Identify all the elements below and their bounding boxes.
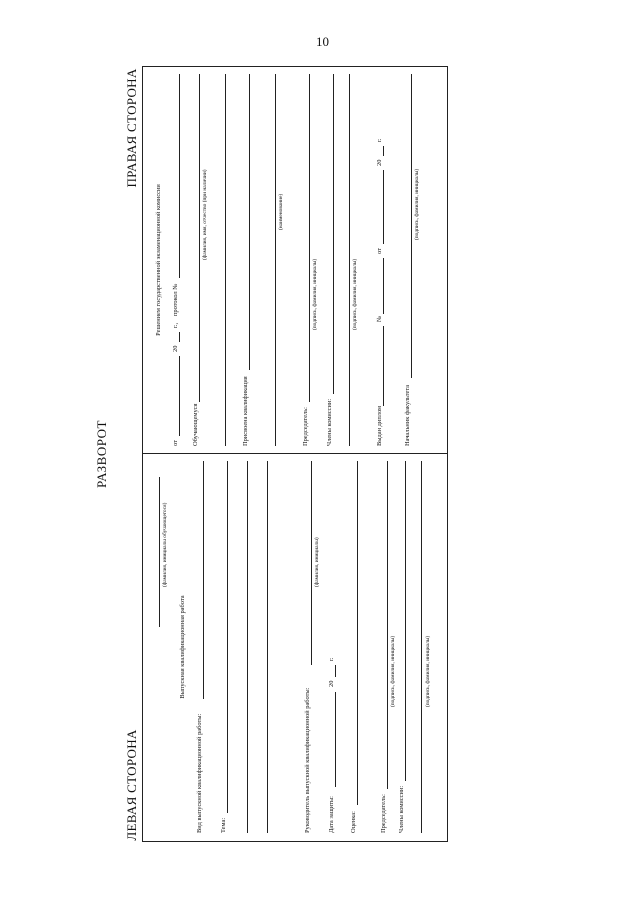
left-work-type-label: Вид выпускной квалификационной работы: bbox=[195, 713, 203, 833]
right-members-field[interactable] bbox=[333, 74, 334, 394]
left-supervisor-field[interactable] bbox=[311, 461, 312, 665]
left-chairman-label: Председатель: bbox=[379, 794, 387, 833]
left-student-hint: (фамилия, инициалы обучающегося) bbox=[162, 502, 168, 587]
left-defense-date-field[interactable] bbox=[335, 692, 336, 787]
right-diploma-label: Выдан диплом bbox=[375, 405, 383, 446]
left-topic-field-3[interactable] bbox=[267, 461, 268, 833]
right-dean-row bbox=[402, 70, 412, 450]
left-topic-row bbox=[218, 457, 228, 837]
left-grade-field[interactable] bbox=[357, 461, 358, 805]
left-work-type-row bbox=[194, 457, 204, 837]
left-supervisor-hint: (фамилия, инициалы) bbox=[314, 537, 320, 587]
left-members-row bbox=[396, 457, 406, 837]
right-dean-label: Начальник факультета bbox=[403, 384, 411, 446]
right-diploma-number-label: № bbox=[375, 315, 383, 322]
right-chairman-hint: (подпись, фамилия, инициалы) bbox=[312, 258, 318, 330]
right-from-year: 20 bbox=[171, 345, 179, 352]
left-supervisor-row bbox=[302, 457, 312, 837]
right-student-hint: (фамилия, имя, отчество (при наличии) bbox=[202, 169, 208, 260]
left-members-hint: (подпись, фамилия, инициалы) bbox=[425, 635, 431, 707]
right-protocol-label: протокол № bbox=[171, 283, 179, 316]
left-chairman-hint: (подпись, фамилия, инициалы) bbox=[390, 635, 396, 707]
right-student-field-2[interactable] bbox=[225, 74, 226, 446]
right-qualification-row bbox=[240, 70, 250, 450]
left-members-field-2[interactable] bbox=[421, 461, 422, 833]
right-diploma-date-field[interactable] bbox=[383, 170, 384, 244]
left-defense-year-field[interactable] bbox=[335, 665, 336, 677]
left-heading: Выпускная квалификационная работа bbox=[179, 595, 186, 699]
left-members-label: Члены комиссии: bbox=[397, 785, 405, 833]
page-number: 10 bbox=[316, 34, 329, 49]
left-defense-date-year: 20 bbox=[327, 680, 335, 687]
right-from-date-field[interactable] bbox=[179, 356, 180, 436]
left-members-field[interactable] bbox=[405, 461, 406, 781]
right-chairman-label: Председатель: bbox=[301, 407, 309, 446]
right-diploma-suffix: г. bbox=[375, 138, 383, 142]
right-qualification-field[interactable] bbox=[249, 74, 250, 370]
right-from-suffix: г., bbox=[171, 322, 179, 328]
right-from-label: от bbox=[171, 440, 179, 446]
left-topic-label: Тема: bbox=[219, 817, 227, 833]
left-grade-row bbox=[348, 457, 358, 837]
left-chairman-field[interactable] bbox=[387, 461, 388, 789]
right-qualification-field-2[interactable] bbox=[275, 74, 276, 446]
right-diploma-year: 20 bbox=[375, 159, 383, 166]
right-student-row bbox=[190, 70, 200, 450]
right-diploma-number-field[interactable] bbox=[383, 258, 384, 314]
right-decision-heading: Решением государственной экзаменационной комиссии bbox=[155, 184, 162, 336]
left-defense-date-label: Дата защиты: bbox=[327, 796, 335, 833]
right-from-row bbox=[170, 70, 180, 450]
right-protocol-field[interactable] bbox=[179, 74, 180, 278]
left-supervisor-label: Руководитель выпускной квалификационной работы: bbox=[303, 687, 311, 833]
right-diploma-from-label: от bbox=[375, 248, 383, 254]
right-student-label: Обучающемуся bbox=[191, 403, 199, 446]
right-members-field-2[interactable] bbox=[349, 74, 350, 446]
right-members-hint: (подпись, фамилия, инициалы) bbox=[352, 258, 358, 330]
right-student-field[interactable] bbox=[199, 74, 200, 402]
right-diploma-series-field[interactable] bbox=[383, 326, 384, 406]
left-topic-field[interactable] bbox=[227, 461, 228, 813]
left-defense-date-suffix: г. bbox=[327, 657, 335, 661]
right-diploma-year-field[interactable] bbox=[383, 146, 384, 156]
right-from-year-field[interactable] bbox=[179, 332, 180, 342]
left-topic-field-2[interactable] bbox=[247, 461, 248, 833]
right-side-panel bbox=[150, 70, 440, 450]
left-grade-label: Оценка: bbox=[349, 811, 357, 833]
left-work-type-field[interactable] bbox=[203, 461, 204, 699]
spread-divider bbox=[142, 453, 448, 454]
right-diploma-row bbox=[374, 70, 384, 450]
left-side-panel bbox=[150, 457, 440, 837]
right-dean-field[interactable] bbox=[411, 74, 412, 378]
right-dean-hint: (подпись, фамилия, инициалы) bbox=[414, 168, 420, 240]
right-qualification-label: Присвоена квалификация bbox=[241, 376, 249, 446]
right-members-label: Члены комиссии: bbox=[325, 398, 333, 446]
right-members-row bbox=[324, 70, 334, 450]
right-chairman-field[interactable] bbox=[309, 74, 310, 402]
left-chairman-row bbox=[378, 457, 388, 837]
left-defense-date-row bbox=[326, 457, 336, 837]
right-qualification-hint: (наименование) bbox=[278, 193, 284, 230]
right-chairman-row bbox=[300, 70, 310, 450]
